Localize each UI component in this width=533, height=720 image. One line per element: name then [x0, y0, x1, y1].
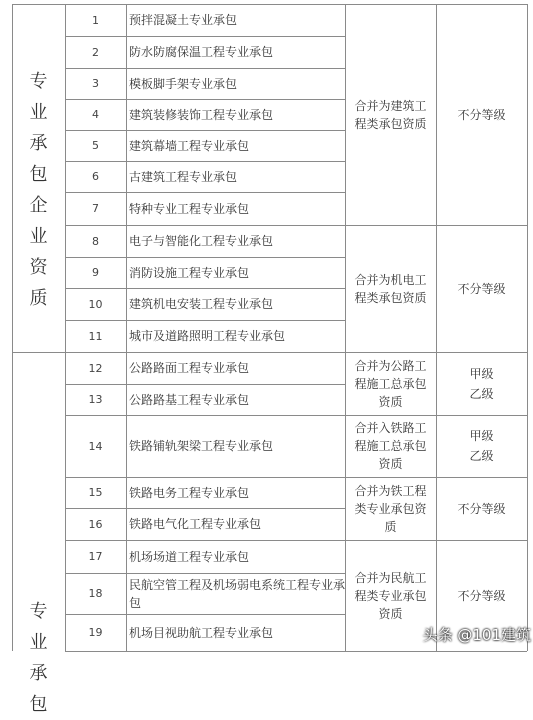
- item-name: 古建筑工程专业承包: [129, 169, 238, 184]
- row-number: 8: [92, 234, 99, 248]
- grade-level: 甲级 乙级: [469, 366, 494, 401]
- row-number: 4: [92, 108, 99, 121]
- item-name: 预拌混凝土专业承包: [129, 13, 238, 27]
- row-number: 5: [92, 139, 99, 152]
- column-border: [12, 4, 13, 651]
- grade-level: 不分等级: [457, 588, 506, 603]
- row-number: 19: [88, 626, 103, 639]
- item-name: 铁路电务工程专业承包: [129, 485, 250, 500]
- column-border: [126, 4, 127, 651]
- item-name: 公路路基工程专业承包: [129, 392, 250, 407]
- column-border: [345, 4, 346, 651]
- item-name: 建筑幕墙工程专业承包: [129, 138, 250, 153]
- group-divider: [345, 651, 527, 652]
- row-number: 2: [92, 45, 99, 59]
- item-name: 建筑机电安装工程专业承包: [129, 297, 274, 311]
- category-cell: 专 业 承 包: [29, 601, 48, 715]
- row-number: 18: [88, 587, 103, 600]
- grade-level: 甲级 乙级: [469, 429, 494, 463]
- item-name: 铁路铺轨架梁工程专业承包: [129, 439, 274, 453]
- category-divider: [12, 352, 65, 353]
- grade-level: 不分等级: [457, 281, 506, 296]
- item-name: 机场目视助航工程专业承包: [129, 625, 274, 640]
- merge-note: 合并为建筑工程类承包资质: [354, 98, 427, 131]
- merge-note: 合并为机电工程类承包资质: [354, 272, 427, 305]
- row-number: 16: [88, 517, 103, 531]
- merge-note: 合并入铁路工程施工总承包资质: [354, 421, 427, 471]
- item-name: 公路路面工程专业承包: [129, 361, 250, 375]
- row-number: 17: [88, 550, 103, 563]
- row-number: 14: [88, 439, 103, 453]
- category-cell: 专 业 承 包 企 业 资 质: [29, 71, 48, 309]
- row-number: 9: [92, 266, 99, 279]
- row-number: 7: [92, 202, 99, 215]
- column-border: [527, 4, 528, 651]
- row-number: 12: [88, 361, 103, 375]
- watermark: 头条 @101建筑: [422, 626, 531, 644]
- row-number: 10: [88, 297, 103, 311]
- row-number: 13: [88, 393, 103, 406]
- item-name: 民航空管工程及机场弱电系统工程专业承包: [129, 577, 346, 610]
- row-number: 15: [88, 486, 103, 499]
- item-name: 特种专业工程专业承包: [129, 201, 250, 216]
- row-number: 6: [92, 170, 99, 183]
- item-name: 城市及道路照明工程专业承包: [129, 329, 286, 343]
- item-name: 铁路电气化工程专业承包: [129, 517, 262, 531]
- item-name: 模板脚手架专业承包: [129, 76, 238, 91]
- merge-note: 合并为民航工程类专业承包资质: [354, 570, 427, 621]
- grade-level: 不分等级: [457, 107, 506, 122]
- row-number: 1: [92, 13, 99, 27]
- column-border: [436, 4, 437, 651]
- merge-note: 合并为铁工程类专业承包资质: [354, 483, 427, 534]
- top-border: [12, 4, 527, 5]
- item-name: 消防设施工程专业承包: [129, 265, 250, 280]
- grade-level: 不分等级: [457, 501, 506, 516]
- item-name: 建筑装修装饰工程专业承包: [129, 107, 274, 122]
- item-name: 机场场道工程专业承包: [129, 549, 250, 564]
- row-number: 3: [92, 77, 99, 90]
- item-name: 电子与智能化工程专业承包: [129, 234, 274, 248]
- column-border: [65, 4, 66, 651]
- item-name: 防水防腐保温工程专业承包: [129, 45, 274, 59]
- row-divider: [65, 651, 345, 652]
- merge-note: 合并为公路工程施工总承包资质: [354, 358, 427, 409]
- row-number: 11: [88, 329, 103, 343]
